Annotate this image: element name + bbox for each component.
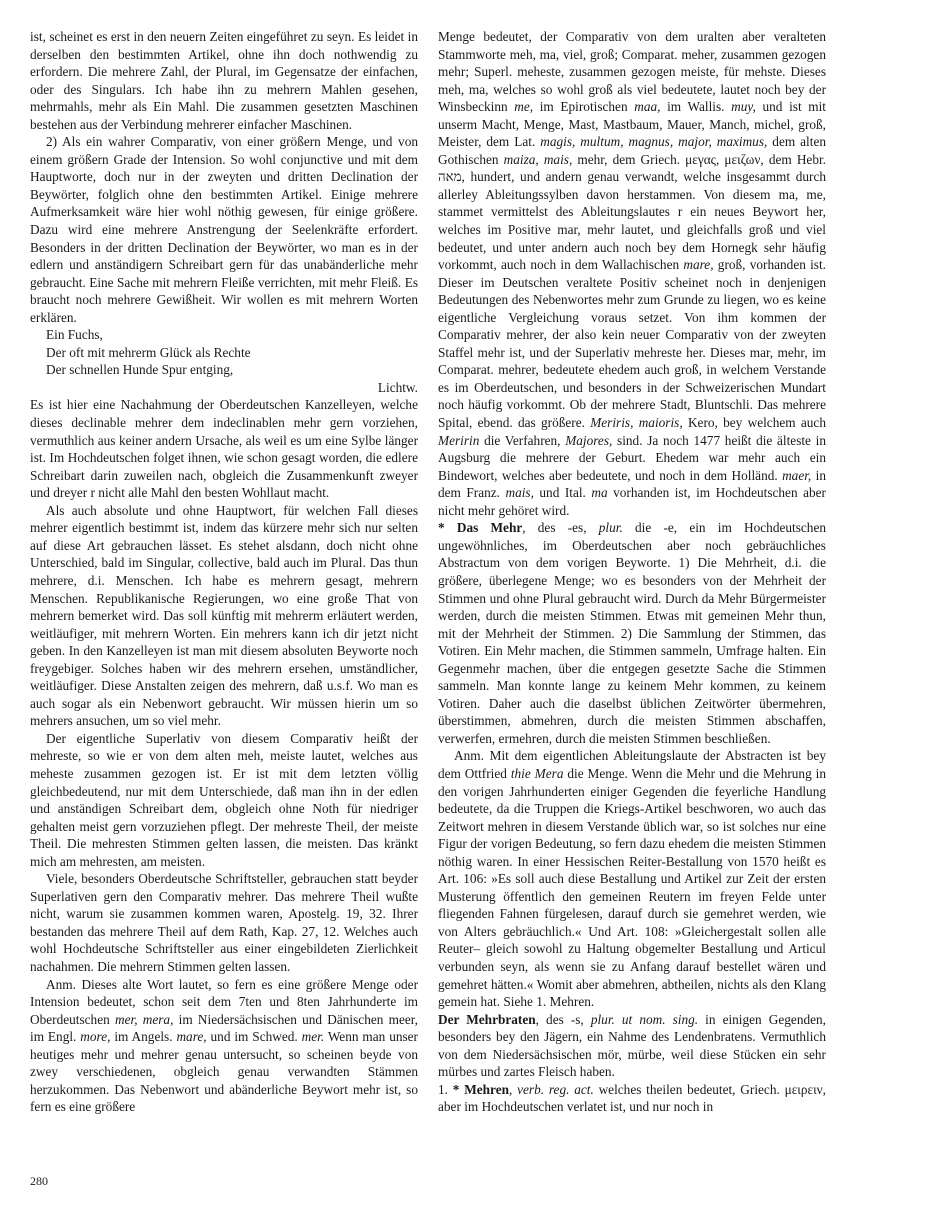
italic-term: ma bbox=[591, 485, 608, 501]
italic-term: Majores, bbox=[565, 432, 613, 448]
italic-term: mare, bbox=[176, 1029, 207, 1045]
entry-headword: * Mehren bbox=[452, 1081, 510, 1097]
italic-term: magis, multum, magnus, major, maximus, bbox=[540, 134, 768, 150]
text-run: 1. bbox=[438, 1081, 453, 1097]
text-run: Der oft mit mehrerm Glück als Rechte bbox=[46, 344, 251, 360]
paragraph bbox=[438, 28, 826, 519]
entry-headword: * Das Mehr bbox=[438, 520, 523, 536]
paragraph bbox=[30, 870, 418, 975]
text-run: die Menge. Wenn die Mehr und die Mehrung in den vorigen Jahrhunderten einiger Gegenden die feyerliche Handlung bedeutete, da die Truppen die Kriegs-Artikel beschworen, wo auch das Zeitwort mehren in diesem Verstande üblich war, so ist solches nur eine Figur der vorigen Bedeutung, so fern dazu ehedem die meisten Stimmen nöthig waren. In einer Hessischen Reiter-Bestallung von 1570 heißt es Art. 106: »Es soll auch diese Bestallung und Artikel zur Zeit der ersten Musterung öffentlich den gemeinen Reutern im freyen Felde unter fliegenden Fahnen fürgelesen, darauf durch sie gemehret werden, wie von Alters gebräuchlich.« Und Art. 108: »Gleichergestalt sollen alle Reuter– gleich sowohl zu Haltung obgemelter Bestallung und Articul verbunden seyn, als wenn sie zu Anfang darauf bestellet wären und gemehret hätten.« Womit aber abmehren, abtheilen, nichts als den Klang gemein hat. Siehe 1. Mehren. bbox=[438, 765, 826, 1010]
paragraph bbox=[438, 519, 826, 747]
verse-line bbox=[30, 344, 418, 362]
verse-line bbox=[30, 361, 418, 379]
left-column bbox=[30, 28, 418, 1116]
italic-term: more, bbox=[80, 1029, 111, 1045]
text-run: , des -es, bbox=[522, 520, 599, 536]
text-run: Ein Fuchs, bbox=[46, 327, 103, 343]
text-run: 2) Als ein wahrer Comparativ, von einer größern Menge, und von einem größern Grade der Intension. So wohl conjunctive und mit dem Hauptworte, doch nur in der zweyten und dritten Declination der Beywörter, folglich ohne den bestimmten Artikel. Einige mehrere Aufmerksamkeit wäre hier wohl nöthig gewesen, für einige größere. Dazu wird eine mehrere Anstrengung der Seelenkräfte erfordert. Besonders in der dritten Declination der Beywörter, wo man es in der edlern und anständigern Schreibart gern für das unabänderliche mehr gebraucht. Eine Sache mit mehrern Fleiße verrichten, mit mehr Fleiß. Es braucht noch mehrere Gewißheit. Wir wollen es mit mehrern Worten erklären. bbox=[30, 134, 418, 325]
paragraph bbox=[438, 747, 826, 1010]
text-run: mehr, dem Griech. μεγας, μειζων, dem Hebr. מאה, hundert, und andern genau verwandt, welche insgesammt durch allerley Ableitungssylben davon herstammen. Von diesem ma, me, stammet vermittelst des Ableitungslautes r ein neues Beywort her, welches im Positive mar, mehr lautet, und gleichfalls groß und viel bedeutet, und unter andern auch noch bey dem Hornegk sehr häufig vorkommt, auch noch in dem Wallachischen bbox=[438, 151, 826, 273]
text-run: und Ital. bbox=[533, 485, 592, 501]
italic-term: thie Mera bbox=[510, 765, 564, 781]
text-run: sind. Ja noch 1477 heißt die älteste in Augsburg die mehrere der Geburt. Ehedem war mehr auch ein Bindewort, welches aber bedeutete, und noch in dem Holländ. bbox=[438, 432, 826, 483]
italic-term: maiza, mais, bbox=[503, 151, 573, 167]
text-run: Viele, besonders Oberdeutsche Schriftsteller, gebrauchen statt beyder Superlativen gern den Comparativ mehrer. Das mehrere Theil wußte nicht, warum sie zusammen kommen waren, Apostelg. 19, 32. Ihrer bestanden das mehrere Theil auf dem Rath, Kap. 27, 12. Welches auch wohl Hochdeutsche Schriftsteller aus einer eingebildeten Zierlichkeit nachahmen. Die mehrern Stimmen gelten lassen. bbox=[30, 871, 418, 974]
italic-term: verb. reg. act. bbox=[517, 1081, 594, 1097]
text-run: Anm. Mit dem eigentlichen Ableitungslaute der Abstracten ist bey dem Ottfried bbox=[438, 748, 826, 781]
text-run: dem alten Gothischen bbox=[438, 134, 826, 167]
verse-attribution bbox=[30, 379, 418, 397]
italic-term: maa, bbox=[634, 99, 661, 115]
italic-term: me, bbox=[514, 99, 534, 115]
verse-line bbox=[30, 326, 418, 344]
text-run: Es ist hier eine Nachahmung der Oberdeutschen Kanzelleyen, welche dieses declinable mehrer dem indeclinablen mehr gern vorziehen, vermuthlich aus keiner andern Ursache, als weil es um eine Sylbe länger ist. Im Hochdeutschen folget ihnen, wie schon gesagt worden, die edlere Schreibart darin zuweilen nach, obgleich die Zusammenkunft zweyer und dreyer r nicht alle Mahl den besten Wohllaut macht. bbox=[30, 397, 418, 501]
paragraph bbox=[438, 1011, 826, 1081]
paragraph bbox=[30, 502, 418, 730]
italic-term: plur. ut nom. sing. bbox=[590, 1011, 699, 1027]
text-run: , bbox=[509, 1081, 518, 1097]
text-run: und ist mit unserm Macht, Menge, Mast, Mastbaum, Mauer, Manch, michel, groß, Meister, dem Lat. bbox=[438, 99, 826, 150]
text-run: Der schnellen Hunde Spur entging, bbox=[46, 362, 234, 378]
text-run: Lichtw. bbox=[377, 379, 418, 395]
text-run: im Niedersächsischen und Dänischen meer, im Engl. bbox=[30, 1011, 418, 1045]
text-run: im Epirotischen bbox=[533, 99, 635, 115]
text-run: , des -s, bbox=[535, 1011, 591, 1027]
text-run: vorhanden ist, im Hochdeutschen aber nicht mehr gehöret wird. bbox=[438, 485, 826, 518]
paragraph bbox=[30, 976, 418, 1116]
paragraph bbox=[30, 396, 418, 501]
italic-term: mer. bbox=[301, 1029, 325, 1045]
entry-headword: Der Mehrbraten bbox=[438, 1011, 536, 1027]
text-run: im Angels. bbox=[110, 1029, 177, 1045]
paragraph bbox=[438, 1081, 826, 1116]
italic-term: plur. bbox=[598, 520, 623, 536]
text-run: und im Schwed. bbox=[206, 1029, 302, 1045]
italic-term: mer, mera, bbox=[114, 1011, 174, 1027]
italic-term: muy, bbox=[731, 99, 756, 115]
text-run: Kero, bey welchem auch bbox=[682, 415, 826, 431]
text-run: im Wallis. bbox=[660, 99, 732, 115]
paragraph bbox=[30, 28, 418, 133]
italic-term: maer, bbox=[782, 467, 812, 483]
italic-term: mare, bbox=[683, 257, 714, 273]
text-run: die -e, ein im Hochdeutschen ungewöhnliches, im Oberdeutschen aber noch gebräuchliches Abstractum von dem vorigen Beyworte. 1) Die Mehrheit, d.i. die größere, überlegene Menge; wo es besonders von der Mehrheit der Stimmen und ohne Plural gebraucht wird. Durch da Mehr Bürgermeister werden, durch die meisten Stimmen. Etwas mit gemeinen Mehr thun, mit der Mehrheit der Stimmen. 2) Die Sammlung der Stimmen, das Votiren. Ein Mehr machen, die Stimmen sammeln, Umfrage halten. Ein Gegenmehr machen, über die entgegen gesetzte Sache die Stimmen sammeln. Man konnte lange zu keinem Mehr kommen, zu keinem Votiren. Daher auch die daselbst üblichen Zeitwörter übermehren, überstimmen, abmehren, durch die meisten Stimmen abschaffen, verwerfen, ermehren, durch die meisten Stimmen beschließen. bbox=[438, 520, 826, 746]
text-run: Der eigentliche Superlativ von diesem Comparativ heißt der mehreste, so wie er von dem alten meh, meiste lautet, welches aus meheste zusammen gezogen ist. Er ist mit dem letzten völlig gleichbedeutend, nur mit dem Unterschiede, daß man ihn in der edlen und anständigen Schreibart dem, obgleich ohne Noth für niedriger gehalten meist gern vorzuziehen pflegt. Der mehreste Theil, der meiste Theil. Die mehresten Stimmen gelten lassen, die meisten. Das kränkt mich am mehresten, am meisten. bbox=[30, 730, 418, 869]
text-run: groß, vorhanden ist. Dieser im Deutschen veraltete Positiv scheinet noch in denjenigen Bedeutungen des Nebenwortes mehr zum Grunde zu liegen, wo es keine eigentliche Vergleichung voraus setzet. Von ihm kommen der Comparativ mehrer, der also kein neuer Comparativ von der zweyten Staffel mehr ist, und der Superlativ mehreste her. Dieses mar, mehr, im Comparat. mehrer, bedeutete ehedem auch groß, in welchem Verstande es im Oberdeutschen, und besonders in der Schweizerischen Mundart noch häufig vorkommt. Ob der mehrere Stadt, Bluntschli. Das mehrere Spital, ebend. das größere. bbox=[438, 257, 827, 431]
right-column bbox=[438, 28, 826, 1116]
text-run: Als auch absolute und ohne Hauptwort, für welchen Fall dieses mehrer eigentlich bestimmt ist, indem das kürzere mehr sich nur selten auf diese Art gebrauchen lässet. Es stehet alsdann, doch nicht ohne Unterschied, bald im Singular, collective, bald auch im Plural. Das thun mehrere, d.i. Menschen. Ich habe es mehrern gesagt, mehrern Menschen. Republikanische Regierungen, wo eine große That von mehrern bemerket wird. Das soll künftig mit mehrerm erläutert werden, weitläufiger, mit mehrern Worten. Ein mehrers kann ich dir jetzt nicht geben. In den Kanzelleyen ist man mit diesem absoluten Beyworte noch freygebiger. Solches haben wir des mehrern ersehen, umständlicher, weitläufiger. Diese Anstalten zeigen des mehrern, daß u.s.f. Wo man es auch sogar als ein Nebenwort gebraucht. Wir müssen hierin um so mehrers ansuchen, um so viel mehr. bbox=[30, 502, 418, 729]
text-run: in einigen Gegenden, besonders bey den Jägern, ein Nahme des Lendenbratens. Vermuthlich von dem Niedersächsischen mör, mürbe, weil diese Stücken ein sehr mürbes und zartes Fleisch haben. bbox=[438, 1011, 826, 1080]
text-run: die Verfahren, bbox=[479, 432, 566, 448]
text-run: Menge bedeutet, der Comparativ von dem uralten aber veralteten Stammworte meh, ma, viel, groß; Comparat. meher, zusammen gezogen mehr; Superl. meheste, zusammen gezogen meiste, für mehste. Dieses meh, ma, welches so wohl groß als viel bedeutete, lautet noch bey der Winsbeckinn bbox=[438, 29, 826, 115]
text-run: in dem Franz. bbox=[438, 467, 826, 501]
page-number: 280 bbox=[30, 1174, 48, 1188]
italic-term: Meriris, maioris, bbox=[590, 415, 683, 431]
italic-term: Meririn bbox=[438, 432, 480, 448]
text-run: welches theilen bedeutet, Griech. μειρειν, aber im Hochdeutschen verlatet ist, und nur noch in bbox=[438, 1081, 827, 1115]
italic-term: mais, bbox=[505, 485, 534, 501]
paragraph bbox=[30, 730, 418, 870]
paragraph bbox=[30, 133, 418, 326]
text-run: Wenn man unser heutiges mehr und mehrer genau untersucht, so scheinen beyde von zwey verschiedenen, obgleich genau verwandten Stämmen herzukommen. Das Nebenwort und abänderliche Beywort mehr ist, so fern es eine größere bbox=[30, 1029, 418, 1115]
text-run: Anm. Dieses alte Wort lautet, so fern es eine größere Menge oder Intension bedeutet, schon seit dem 7ten und 8ten Jahrhunderte im Oberdeutschen bbox=[30, 976, 418, 1027]
text-run: ist, scheinet es erst in den neuern Zeiten eingeführet zu seyn. Es leidet in derselben den bestimmten Artikel, ohne ihn doch nothwendig zu erfordern. Die mehrere Zahl, der Plural, im Gegensatze der einfachen, oder des Singulars. Ich habe ihn zu mehrern Mahlen gesehen, mehrmahls, mehr als Ein Mahl. Die zusammen gesetzten Maschinen bestehen aus der Verbindung mehrerer einfacher Maschinen. bbox=[30, 29, 418, 132]
